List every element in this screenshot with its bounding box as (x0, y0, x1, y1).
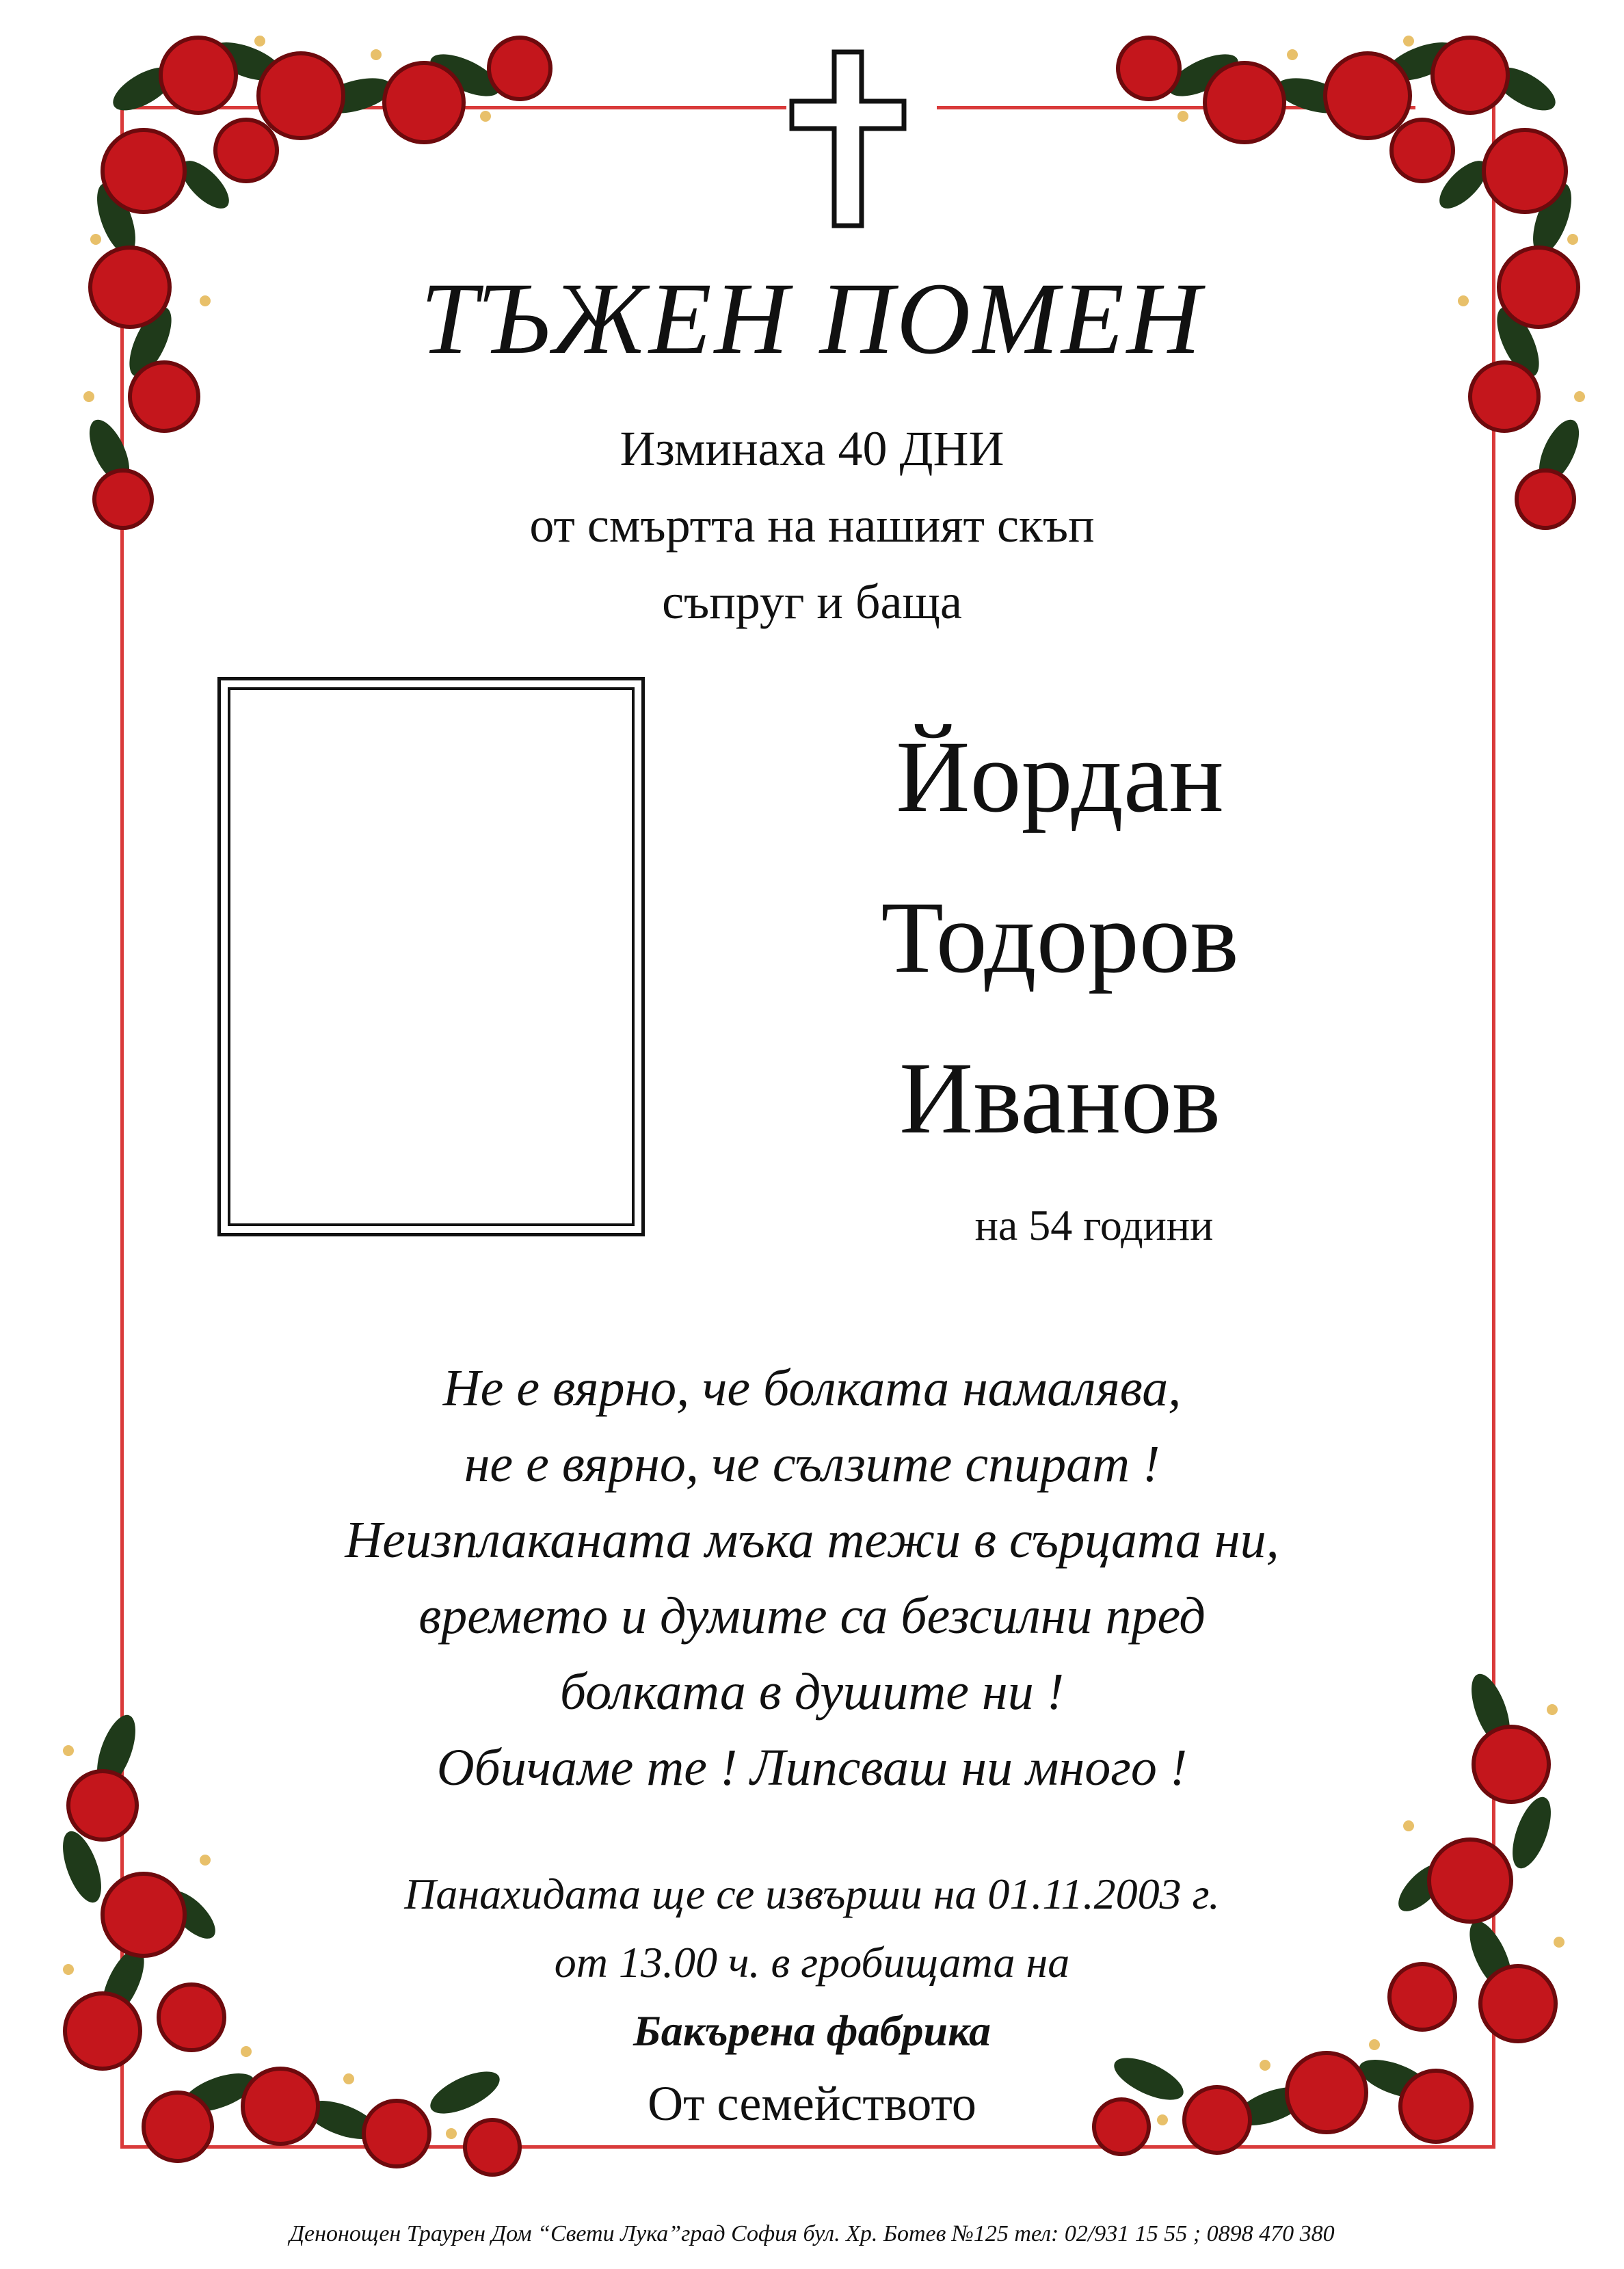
photo-placeholder (228, 687, 635, 1226)
footer-funeral-home: Денонощен Траурен Дом “Свети Лука”град София бул. Хр. Ботев №125 тел: 02/931 15 55 ; 0898 470 380 (289, 2221, 1335, 2246)
service-time-line: от 13.00 ч. в гробищата на (554, 1938, 1070, 1987)
family-signature: От семейството (648, 2076, 976, 2131)
intro-line: от смъртта на нашият скъп (529, 498, 1095, 553)
service-place: Бакърена фабрика (633, 2006, 991, 2055)
photo-frame (217, 677, 645, 1236)
intro-line: Изминаха 40 ДНИ (620, 421, 1004, 476)
poem-line: Обичаме те ! Липсваш ни много ! (436, 1739, 1188, 1796)
poem-line: времето и думите са безсилни пред (418, 1587, 1206, 1645)
service-date-line: Панахидата ще се извърши на 01.11.2003 г. (404, 1870, 1220, 1918)
deceased-age: на 54 години (974, 1201, 1214, 1249)
poem-line: болката в душите ни ! (559, 1663, 1065, 1721)
poem (0, 1351, 1624, 1806)
intro-line: съпруг и баща (662, 574, 962, 629)
poem-line: Не е вярно, че болката намалява, (442, 1359, 1182, 1417)
poem-line: не е вярно, че сълзите спират ! (464, 1435, 1160, 1493)
cross-icon (786, 47, 909, 231)
intro-text (0, 410, 1624, 640)
poem-line: Неизплаканата мъка тежи в сърцата ни, (345, 1511, 1279, 1569)
deceased-middle-name: Тодоров (881, 881, 1239, 994)
page-title: ТЪЖЕН ПОМЕН (420, 262, 1204, 375)
deceased-last-name: Иванов (899, 1041, 1221, 1155)
deceased-first-name: Йордан (896, 720, 1224, 834)
service-info (0, 1860, 1624, 2065)
